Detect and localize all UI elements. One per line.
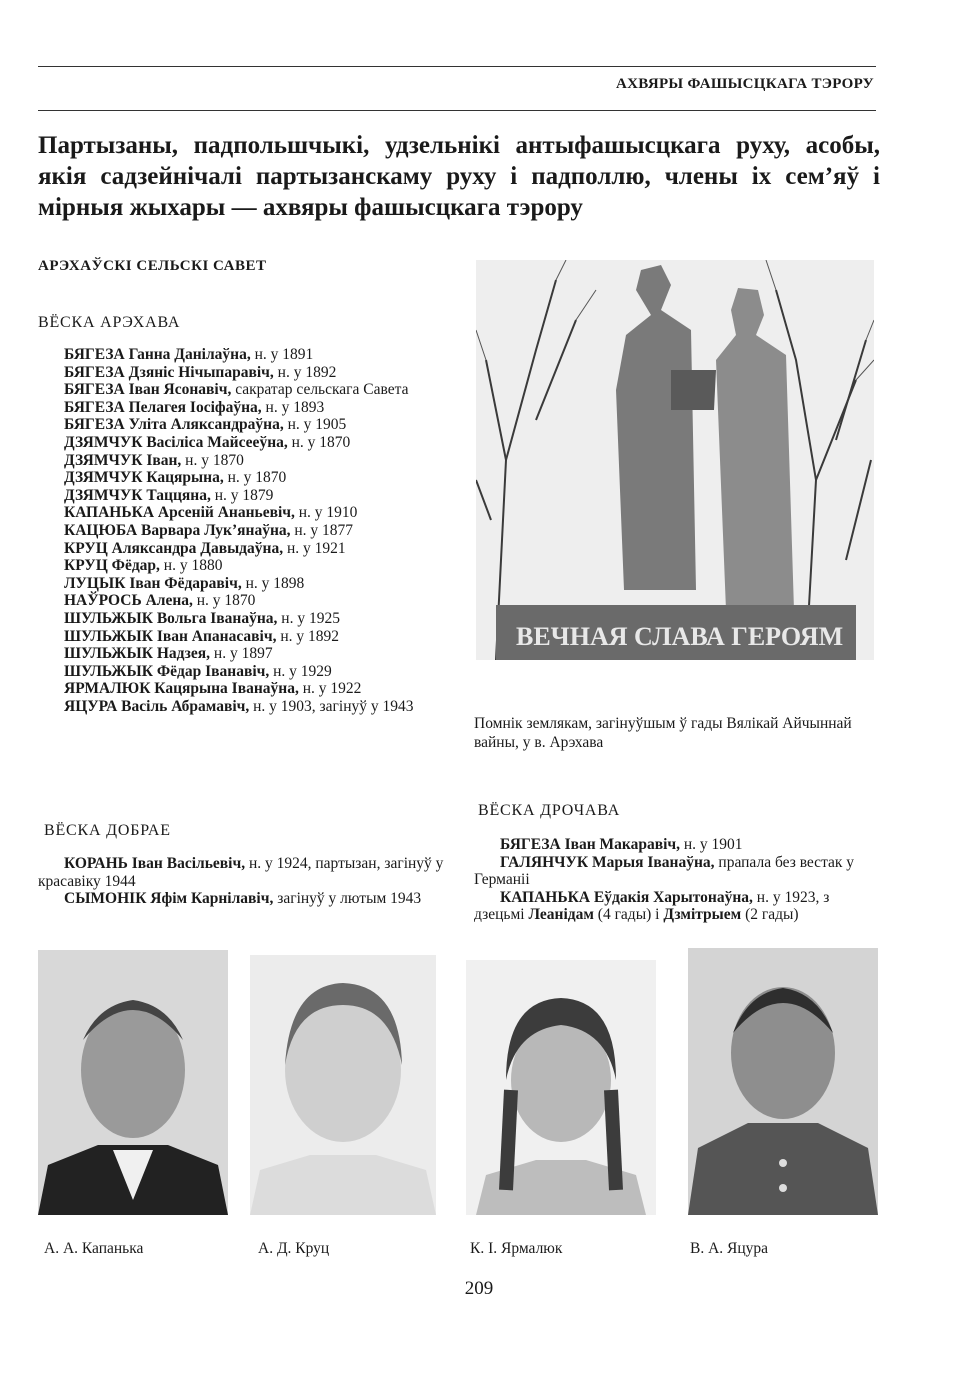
monument-inscription: ВЕЧНАЯ СЛАВА ГЕРОЯМ	[516, 622, 844, 651]
list-item	[38, 680, 444, 698]
person-details: загінуў у лютым 1943	[273, 890, 422, 908]
list-item	[38, 698, 444, 716]
portrait-caption-1: А. А. Капанька	[44, 1240, 144, 1257]
portrait-caption-3: К. І. Ярмалюк	[470, 1240, 563, 1257]
person-details: н. у 1923, з дзецьмі	[474, 888, 830, 924]
monument-photo	[476, 260, 874, 660]
person-details: н. у 1870	[192, 592, 256, 610]
person-name: БЯГЕЗА Дзяніс Нічыпаравіч,	[64, 363, 274, 381]
monument-illustration	[476, 260, 874, 660]
person-name: ДЗЯМЧУК Васіліса Майсееўна,	[64, 433, 288, 451]
person-name: ДЗЯМЧУК Таццяна,	[64, 486, 211, 504]
person-details: н. у 1870	[223, 469, 287, 487]
running-head: АХВЯРЫ ФАШЫСЦКАГА ТЭРОРУ	[616, 76, 874, 92]
list-item	[474, 889, 878, 924]
person-details: н. у 1879	[210, 486, 274, 504]
person-name: ЯЦУРА Васіль Абрамавіч,	[64, 697, 250, 715]
person-name: КАПАНЬКА Еўдакія Харытонаўна,	[500, 888, 753, 906]
person-name: ДЗЯМЧУК Кацярына,	[64, 469, 224, 487]
person-name: ШУЛЬЖЫК Надзея,	[64, 645, 211, 663]
portrait-photo-1	[38, 950, 228, 1215]
top-rule	[38, 66, 876, 67]
victims-list-drochava	[474, 836, 878, 924]
person-details: н. у 1898	[241, 574, 305, 592]
list-item	[38, 487, 444, 505]
person-name: КАЦЮБА Варвара Лук’янаўна,	[64, 521, 291, 539]
person-details: н. у 1925	[277, 609, 340, 627]
portrait-caption-2: А. Д. Круц	[258, 1240, 330, 1257]
person-details: н. у 1905	[283, 416, 347, 434]
person-name: КРУЦ Аляксандра Давыдаўна,	[64, 539, 284, 557]
person-name: КРУЦ Фёдар,	[64, 557, 160, 575]
person-details: н. у 1901	[680, 836, 743, 853]
portrait-photo-3	[466, 960, 656, 1215]
person-details: н. у 1891	[250, 346, 314, 363]
person-details: н. у 1910	[294, 504, 358, 522]
portrait-caption-4: В. А. Яцура	[690, 1240, 769, 1257]
list-item	[38, 592, 444, 610]
list-item	[38, 381, 444, 399]
list-item	[38, 364, 444, 382]
person-name: СЫМОНІК Яфім Карнілавіч,	[64, 890, 274, 908]
portrait-photo-4	[688, 948, 878, 1215]
list-item	[38, 575, 444, 593]
list-item	[38, 663, 444, 681]
person-name: НАЎРОСЬ Алена,	[64, 592, 193, 610]
person-name: ДЗЯМЧУК Іван,	[64, 451, 182, 469]
list-item	[38, 890, 446, 908]
page-number: 209	[464, 1278, 494, 1299]
person-name: БЯГЕЗА Пелагея Іосіфаўна,	[64, 398, 262, 416]
person-details: (4 гады) і	[593, 906, 664, 924]
child-name: Дзмітрыем	[663, 906, 742, 924]
person-details: н. у 1921	[283, 539, 346, 557]
list-item	[38, 540, 444, 558]
list-item	[38, 522, 444, 540]
person-details: прапала без вестак у Германіі	[474, 853, 855, 889]
list-item	[38, 557, 444, 575]
person-name: КОРАНЬ Іван Васільевіч,	[64, 855, 246, 872]
person-name: ЯРМАЛЮК Кацярына Іванаўна,	[64, 680, 299, 698]
victims-list-arekhava	[38, 346, 444, 715]
village-heading-arekhava: ВЁСКА АРЭХАВА	[38, 314, 181, 331]
list-item	[38, 504, 444, 522]
village-heading-drochava: ВЁСКА ДРОЧАВА	[478, 802, 621, 819]
list-item	[38, 645, 444, 663]
list-item	[38, 346, 444, 364]
list-item	[38, 452, 444, 470]
village-heading-dobrae: ВЁСКА ДОБРАЕ	[44, 822, 171, 839]
list-item	[38, 855, 446, 890]
person-details: н. у 1903, загінуў у 1943	[249, 697, 414, 715]
person-name: БЯГЕЗА Уліта Аляксандраўна,	[64, 416, 284, 434]
person-name: ГАЛЯНЧУК Марыя Іванаўна,	[500, 853, 715, 871]
person-details: н. у 1893	[261, 398, 325, 416]
child-name: Леанідам	[528, 906, 594, 924]
header-rule	[38, 110, 876, 111]
person-name: ШУЛЬЖЫК Вольга Іванаўна,	[64, 609, 278, 627]
monument-caption: Помнік землякам, загінуўшым ў гады Вялікай Айчыннай вайны, у в. Арэхава	[474, 715, 852, 751]
list-item	[38, 434, 444, 452]
list-item	[38, 628, 444, 646]
person-name: ШУЛЬЖЫК Фёдар Іванавіч,	[64, 662, 270, 680]
person-details: н. у 1880	[159, 557, 223, 575]
person-details: сакратар сельскага Савета	[231, 381, 409, 399]
list-item	[38, 469, 444, 487]
person-name: БЯГЕЗА Іван Ясонавіч,	[64, 381, 232, 399]
person-name: ЛУЦЫК Іван Фёдаравіч,	[64, 574, 242, 592]
list-item	[474, 836, 878, 854]
victims-list-dobrae	[38, 855, 446, 908]
person-details: н. у 1877	[290, 521, 354, 539]
section-heading: АРЭХАЎСКІ СЕЛЬСКІ САВЕТ	[38, 258, 267, 274]
list-item	[474, 854, 878, 889]
person-details: н. у 1892	[276, 627, 340, 645]
person-details: н. у 1897	[210, 645, 273, 663]
list-item	[38, 610, 444, 628]
list-item	[38, 399, 444, 417]
list-item	[38, 416, 444, 434]
page-title: Партызаны, падпольшчыкі, удзельнікі антыфашысцкага руху, асобы, якія садзейнічалі партызанскаму руху і падполлю, члены іх сем’яў і мірныя жыхары — ахвяры фашысцкага тэрору	[38, 132, 880, 221]
person-details: н. у 1924, партызан, загінуў у красавіку 1944	[38, 855, 444, 890]
person-details: н. у 1870	[181, 451, 244, 469]
person-name: КАПАНЬКА Арсеній Ананьевіч,	[64, 504, 295, 522]
person-details: н. у 1922	[298, 680, 362, 698]
person-name: БЯГЕЗА Іван Макаравіч,	[500, 836, 681, 853]
portrait-photo-2	[250, 955, 436, 1215]
person-details: н. у 1892	[273, 363, 337, 381]
person-details: н. у 1929	[269, 662, 332, 680]
person-details: н. у 1870	[287, 433, 351, 451]
person-details: (2 гады)	[741, 906, 799, 924]
person-name: ШУЛЬЖЫК Іван Апанасавіч,	[64, 627, 277, 645]
person-name: БЯГЕЗА Ганна Данілаўна,	[64, 346, 251, 363]
